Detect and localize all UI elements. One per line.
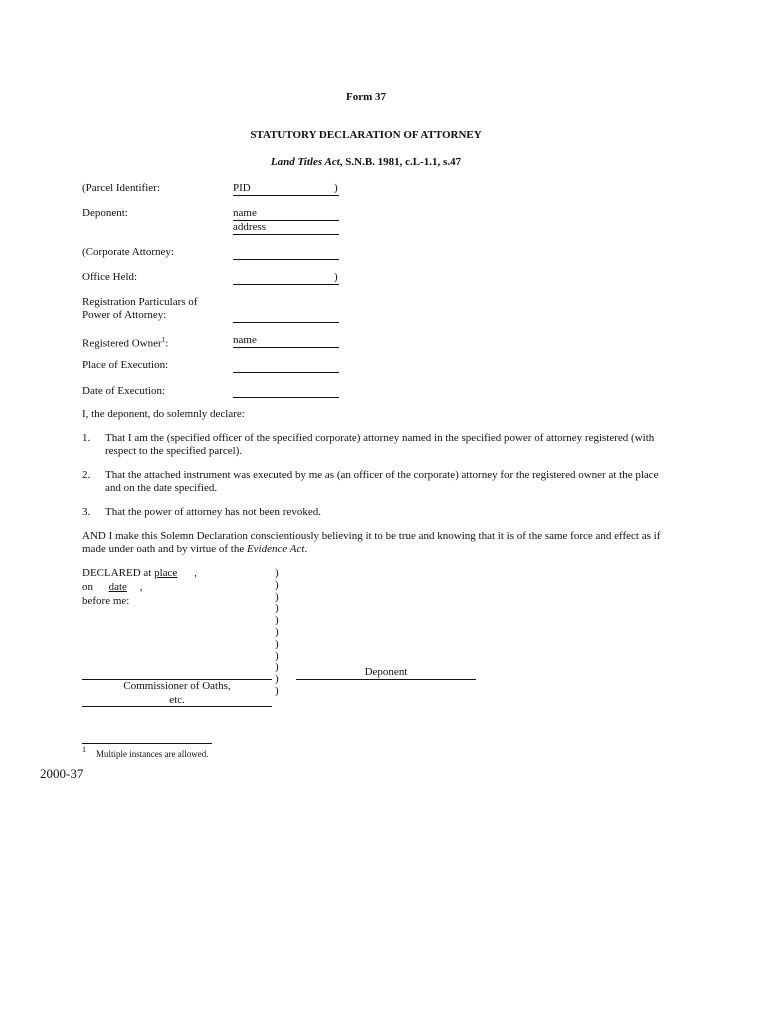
closing-statement [82,530,665,556]
item-text: That the attached instrument was executed by me as (an officer of the corporate) attorney for the registered owner at the place and on the date specified. [105,469,659,494]
owner-footnote-marker: 1 [161,336,166,344]
item-number: 3. [82,506,91,518]
declared-comma: , [194,567,197,579]
on-label: on [82,581,93,593]
parcel-line[interactable] [233,195,339,196]
registration-label-2: Power of Attorney: [82,309,167,321]
bracket-paren: ) [275,626,279,638]
office-held-label: Office Held: [82,271,138,283]
registration-line[interactable] [233,322,339,323]
declared-on-line [82,581,143,594]
office-close-paren: ) [334,271,338,283]
bracket-paren: ) [275,578,279,591]
place-of-execution-line[interactable] [233,372,339,373]
form-code: 2000-37 [40,766,84,781]
footnote-text: Multiple instances are allowed. [96,749,209,759]
footnote-separator [82,743,212,744]
owner-label-colon: : [165,337,169,350]
registered-owner-value: name [233,334,257,346]
item-number: 1. [82,432,91,444]
parcel-value: PID [233,182,251,194]
evidence-act: Evidence Act [246,543,305,555]
act-citation [0,156,732,169]
bracket-paren: ) [275,567,279,579]
registered-owner-line[interactable] [233,347,339,348]
bracket-paren: ) [275,590,279,603]
deponent-name: name [233,207,257,219]
declared-date[interactable]: date [108,581,127,593]
parcel-label: (Parcel Identifier: [82,182,160,194]
footnote-marker: 1 [82,745,86,754]
act-name: Land Titles Act [270,156,340,168]
commissioner-label: Commissioner of Oaths, [123,680,231,692]
date-of-execution-label: Date of Execution: [82,385,166,397]
closing-period: . [304,543,308,555]
registered-owner-label [82,334,168,351]
item-text: That I am the (specified officer of the specified corporate) attorney named in the specified power of attorney registered (with respect to the specified parcel). [105,432,655,457]
bracket-paren: ) [275,614,279,627]
declaration-intro: I, the deponent, do solemnly declare: [82,408,245,420]
form-title: STATUTORY DECLARATION OF ATTORNEY [250,129,482,141]
commissioner-etc: etc. [169,694,185,706]
form-number: Form 37 [345,91,386,103]
declared-at-line [82,567,197,580]
declared-date-comma: , [139,581,143,593]
declared-at-label: DECLARED at [82,567,152,579]
act-reference: , S.N.B. 1981, c.L-1.1, s.47 [339,156,462,168]
place-of-execution-label: Place of Execution: [82,359,169,371]
bracket-paren: ) [275,602,279,615]
declared-place[interactable]: place [154,567,178,579]
closing-text: AND I make this Solemn Declaration conscientiously believing it to be true and knowing that it is of the same force and effect as if made under oath and by virtue of the [82,530,661,555]
deponent-signature-line[interactable] [296,679,476,680]
corporate-attorney-line[interactable] [233,259,339,260]
bracket-paren: ) [275,673,279,686]
before-me-label: before me: [82,595,130,607]
item-number: 2. [82,469,91,481]
office-held-line[interactable] [233,284,339,285]
bracket-paren: ) [275,637,279,650]
commissioner-bottom-line [82,706,272,707]
deponent-address: address [233,221,266,233]
item-text: That the power of attorney has not been revoked. [105,506,321,518]
bracket-paren: ) [275,661,279,674]
bracket-paren: ) [275,649,279,662]
registration-label-1: Registration Particulars of [82,296,198,308]
date-of-execution-line[interactable] [233,397,339,398]
deponent-label: Deponent: [82,207,128,219]
parcel-close-paren: ) [334,182,338,194]
deponent-signature-label: Deponent [364,666,408,678]
deponent-address-line[interactable] [233,234,339,235]
bracket-paren: ) [275,685,279,697]
corporate-attorney-label: (Corporate Attorney: [82,246,174,258]
owner-label-text: Registered Owner [82,337,162,350]
